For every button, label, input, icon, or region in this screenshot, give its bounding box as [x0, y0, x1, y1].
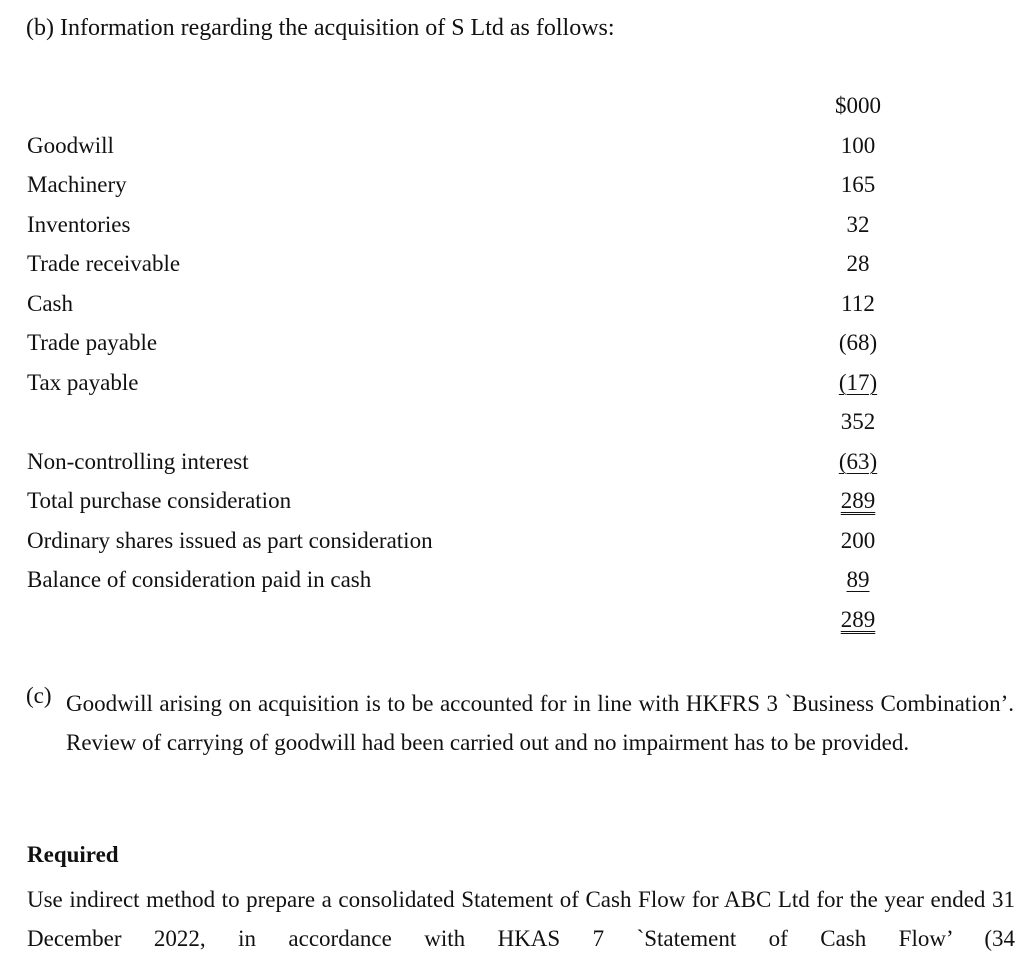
table-header-row: [0, 94, 1024, 122]
row-amount: 165: [840, 172, 876, 197]
row-label: Goodwill: [27, 133, 114, 158]
amount-double-underlined: 289: [840, 488, 876, 513]
table-row-machinery: [0, 173, 1024, 201]
required-heading: Required: [27, 842, 119, 867]
table-row-tax-payable: [0, 371, 1024, 399]
row-amount: (68): [838, 330, 878, 355]
table-row-cash-consideration: [0, 568, 1024, 596]
section-c-marker: (c): [26, 683, 52, 708]
table-row-total-purchase-consideration: [0, 489, 1024, 517]
row-label: Balance of consideration paid in cash: [27, 567, 372, 592]
table-row-cash: [0, 292, 1024, 320]
table-row-total: [0, 608, 1024, 636]
row-amount: [800, 371, 916, 394]
row-amount: 28: [846, 251, 870, 276]
amount-underlined: (17): [838, 370, 878, 395]
currency-header: $000: [835, 93, 881, 118]
section-c-text: Goodwill arising on acquisition is to be accounted for in line with HKFRS 3 `Business Combination’. Review of carrying of goodwill had been carried out and no impairment has to be provided.: [66, 691, 1014, 755]
table-row-trade-receivable: [0, 252, 1024, 280]
table-row-inventories: [0, 213, 1024, 241]
amount-double-underlined: 289: [840, 607, 876, 632]
row-amount: [800, 489, 916, 512]
table-row-goodwill: [0, 134, 1024, 162]
row-label: Trade receivable: [27, 251, 181, 276]
amount-underlined: (63): [838, 449, 878, 474]
row-label: Tax payable: [27, 370, 139, 395]
row-amount: [800, 568, 916, 591]
row-label: Machinery: [27, 172, 127, 197]
row-label: Trade payable: [27, 330, 158, 355]
row-amount: [800, 608, 916, 631]
row-label: Ordinary shares issued as part consideration: [27, 528, 433, 553]
row-label: Inventories: [27, 212, 131, 237]
table-row-non-controlling-interest: [0, 450, 1024, 478]
row-amount: 32: [846, 212, 870, 237]
row-amount: 352: [840, 409, 876, 434]
row-label: Total purchase consideration: [27, 488, 292, 513]
section-b-heading: (b) Information regarding the acquisition of S Ltd as follows:: [26, 15, 615, 41]
row-amount: 200: [840, 528, 876, 553]
table-row-trade-payable: [0, 331, 1024, 359]
amount-underlined: 89: [846, 567, 870, 592]
row-amount: 100: [840, 133, 876, 158]
row-amount: 112: [841, 291, 875, 316]
table-row-ordinary-shares: [0, 529, 1024, 557]
required-text: Use indirect method to prepare a consolidated Statement of Cash Flow for ABC Ltd for the year ended 31 December 2022, in accordance with HKAS 7 `Statement of Cash Flow’ (34: [27, 887, 1015, 951]
row-label: Non-controlling interest: [27, 449, 249, 474]
table-row-subtotal: [0, 410, 1024, 438]
row-label: Cash: [27, 291, 73, 316]
row-amount: [800, 450, 916, 473]
